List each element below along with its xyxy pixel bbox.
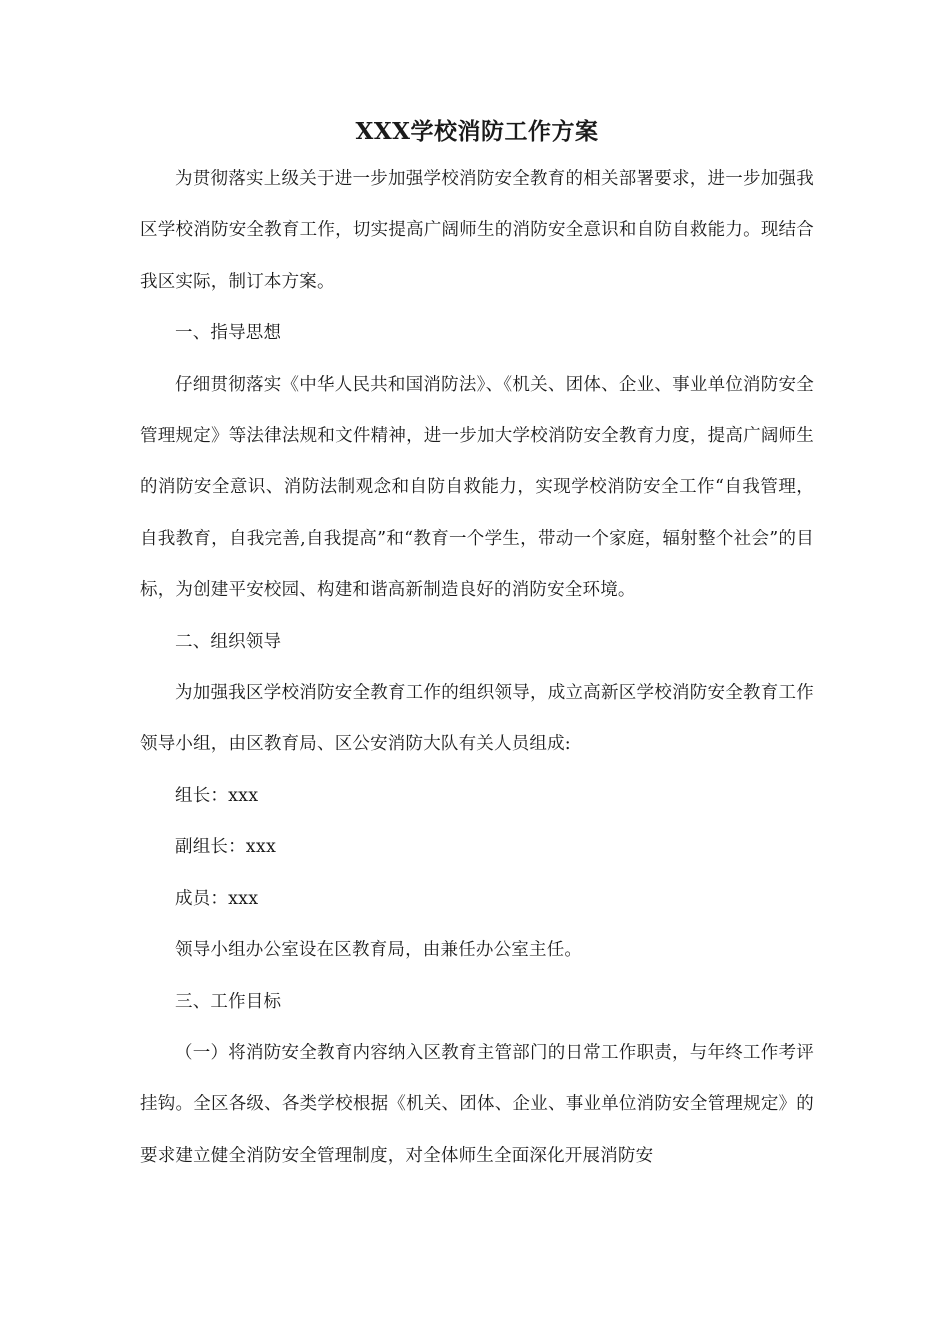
work-goals-paragraph-1: （一）将消防安全教育内容纳入区教育主管部门的日常工作职责，与年终工作考评挂钩。全区各级、各类学校根据《机关、团体、企业、事业单位消防安全管理规定》的要求建立健全消防安全管理制度，对全体师生全面深化开展消防安 bbox=[140, 1042, 814, 1166]
document-title: XXX学校消防工作方案 bbox=[355, 118, 599, 145]
deputy-leader-line: 副组长：xxx bbox=[175, 837, 277, 858]
group-leader-line: 组长：xxx bbox=[175, 785, 259, 806]
organization-paragraph: 为加强我区学校消防安全教育工作的组织领导，成立高新区学校消防安全教育工作领导小组，由区教育局、区公安消防大队有关人员组成: bbox=[140, 683, 814, 755]
section-heading-organization: 二、组织领导 bbox=[175, 631, 282, 652]
intro-paragraph: 为贯彻落实上级关于进一步加强学校消防安全教育的相关部署要求，进一步加强我区学校消防安全教育工作，切实提高广阔师生的消防安全意识和自防自救能力。现结合我区实际，制订本方案。 bbox=[140, 169, 814, 292]
guiding-ideology-paragraph: 仔细贯彻落实《中华人民共和国消防法》、《机关、团体、企业、事业单位消防安全管理规定》等法律法规和文件精神，进一步加大学校消防安全教育力度，提高广阔师生的消防安全意识、消防法制观念和自防自救能力，实现学校消防安全工作“自我管理，自我教育，自我完善,自我提高”和“教育一个学生，带动一个家庭，辐射整个社会”的目标，为创建平安校园、构建和谐高新制造良好的消防安全环境。 bbox=[140, 374, 814, 601]
section-heading-work-goals: 三、工作目标 bbox=[175, 991, 282, 1012]
members-line: 成员：xxx bbox=[175, 888, 259, 909]
section-heading-guiding-ideology: 一、指导思想 bbox=[175, 323, 282, 344]
office-paragraph: 领导小组办公室设在区教育局，由兼任办公室主任。 bbox=[175, 940, 583, 961]
document-page bbox=[140, 112, 814, 1182]
